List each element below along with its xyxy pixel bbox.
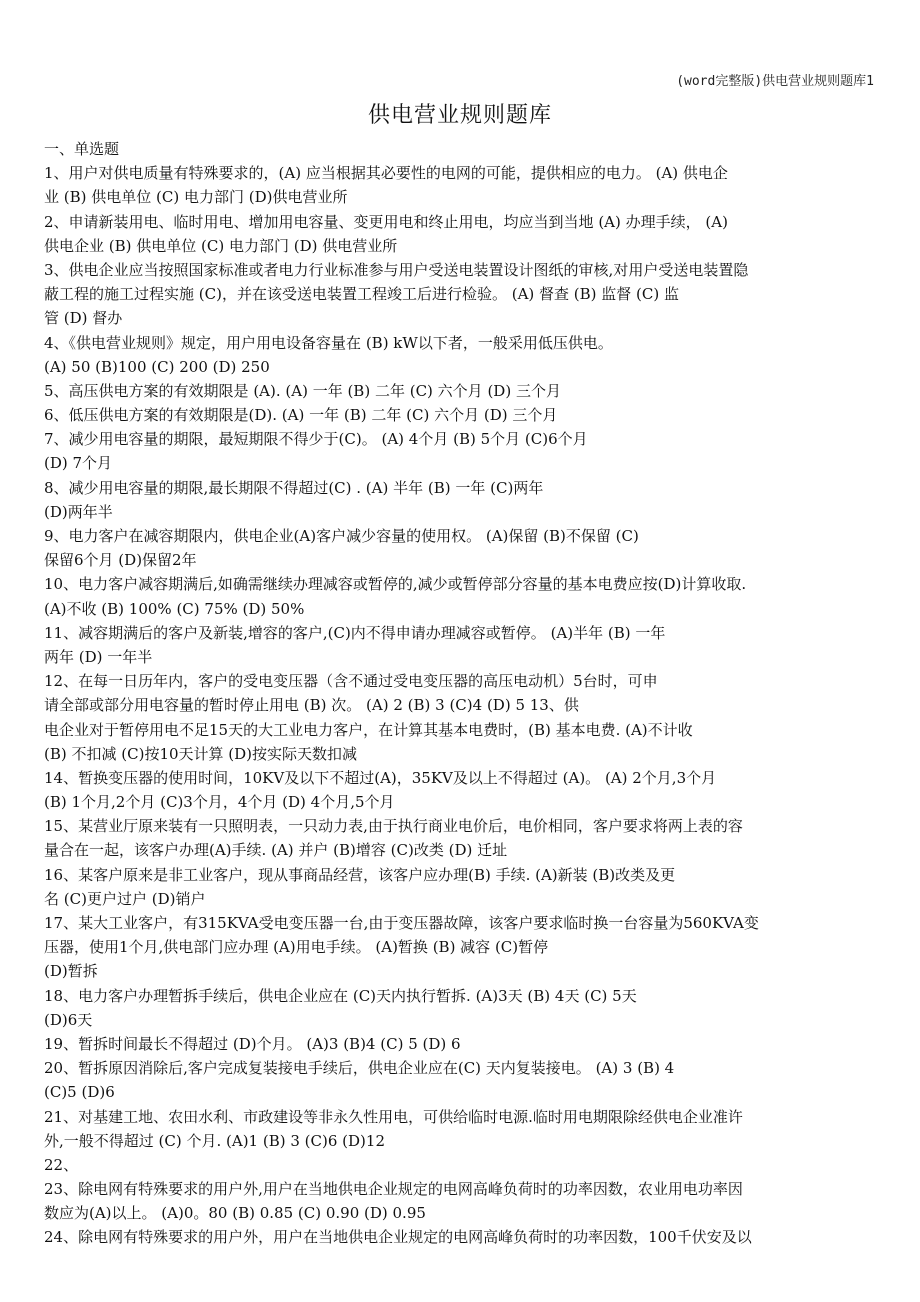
text-line: 3、供电企业应当按照国家标准或者电力行业标准参与用户受送电装置设计图纸的审核,对用户受送电装置隐 xyxy=(44,260,749,279)
text-line: 19、暂拆时间最长不得超过 (D)个月。 (A)3 (B)4 (C) 5 (D) 6 xyxy=(44,1034,461,1053)
text-line: 23、除电网有特殊要求的用户外,用户在当地供电企业规定的电网高峰负荷时的功率因数，农业用电功率因 xyxy=(44,1180,743,1199)
document-body xyxy=(44,137,878,1250)
text-line: 业 (B) 供电单位 (C) 电力部门 (D)供电营业所 xyxy=(44,188,348,207)
text-line: (D)6天 xyxy=(44,1010,93,1029)
text-line: 两年 (D) 一年半 xyxy=(44,647,153,666)
text-line: 18、电力客户办理暂拆手续后，供电企业应在 (C)天内执行暂拆. (A)3天 (B) 4天 (C) 5天 xyxy=(44,986,637,1005)
text-line: 保留6个月 (D)保留2年 xyxy=(44,551,197,570)
text-line: (C)5 (D)6 xyxy=(44,1083,115,1102)
text-line: 7、减少用电容量的期限，最短期限不得少于(C)。 (A) 4个月 (B) 5个月 (C)6个月 xyxy=(44,430,588,449)
text-line: 9、电力客户在减容期限内，供电企业(A)客户减少容量的使用权。 (A)保留 (B)不保留 (C) xyxy=(44,527,639,545)
text-line: 5、高压供电方案的有效期限是 (A). (A) 一年 (B) 二年 (C) 六个月 (D) 三个月 xyxy=(44,381,561,400)
text-line: 20、暂拆原因消除后,客户完成复装接电手续后，供电企业应在(C) 天内复装接电。 (A) 3 (B) 4 xyxy=(44,1059,675,1078)
text-line: (D) 7个月 xyxy=(44,454,113,473)
text-line: 名 (C)更户过户 (D)销户 xyxy=(44,889,206,908)
header-note: (word完整版)供电营业规则题库1 xyxy=(676,74,874,89)
text-line: 22、 xyxy=(44,1155,79,1174)
text-line: 蔽工程的施工过程实施 (C)，并在该受送电装置工程竣工后进行检验。 (A) 督查 (B) 监督 (C) 监 xyxy=(44,285,680,304)
text-line: (B) 不扣减 (C)按10天计算 (D)按实际天数扣减 xyxy=(44,744,358,763)
text-line: 数应为(A)以上。 (A)0。80 (B) 0.85 (C) 0.90 (D) 0.95 xyxy=(44,1204,426,1223)
text-line: 4、《供电营业规则》规定，用户用电设备容量在 (B) kW以下者，一般采用低压供电。 xyxy=(44,333,613,352)
text-line: 12、在每一日历年内，客户的受电变压器（含不通过受电变压器的高压电动机）5台时，可申 xyxy=(44,672,658,691)
document-title: 供电营业规则题库 xyxy=(367,103,552,128)
text-line: (A)不收 (B) 100% (C) 75% (D) 50% xyxy=(44,599,305,618)
text-line: 2、申请新装用电、临时用电、增加用电容量、变更用电和终止用电，均应当到当地 (A) 办理手续， (A) xyxy=(44,212,728,231)
text-line: 外,一般不得超过 (C) 个月. (A)1 (B) 3 (C)6 (D)12 xyxy=(44,1131,385,1150)
text-line: 10、电力客户减容期满后,如确需继续办理减容或暂停的,减少或暂停部分容量的基本电费应按(D)计算收取. xyxy=(44,575,747,594)
text-line: (A) 50 (B)100 (C) 200 (D) 250 xyxy=(44,357,270,376)
text-line: 量合在一起，该客户办理(A)手续. (A) 并户 (B)增容 (C)改类 (D) 迁址 xyxy=(44,841,508,860)
text-line: 6、低压供电方案的有效期限是(D). (A) 一年 (B) 二年 (C) 六个月 (D) 三个月 xyxy=(44,406,558,425)
text-line: 17、某大工业客户，有315KVA受电变压器一台,由于变压器故障，该客户要求临时换一台容量为560KVA变 xyxy=(44,914,759,932)
text-line: 11、减容期满后的客户及新装,增容的客户,(C)内不得申请办理减容或暂停。 (A)半年 (B) 一年 xyxy=(44,623,666,642)
text-line: (D)暂拆 xyxy=(44,962,98,981)
text-line: 管 (D) 督办 xyxy=(44,309,123,328)
text-line: 8、减少用电容量的期限,最长期限不得超过(C) . (A) 半年 (B) 一年 (C)两年 xyxy=(44,478,544,497)
text-line: 一、单选题 xyxy=(44,140,120,158)
text-line: 24、除电网有特殊要求的用户外，用户在当地供电企业规定的电网高峰负荷时的功率因数，100千伏安及以 xyxy=(44,1228,752,1247)
text-line: 请全部或部分用电容量的暂时停止用电 (B) 次。 (A) 2 (B) 3 (C)4 (D) 5 13、供 xyxy=(44,696,579,715)
text-line: (D)两年半 xyxy=(44,502,113,521)
text-line: 电企业对于暂停用电不足15天的大工业电力客户，在计算其基本电费时，(B) 基本电费. (A)不计收 xyxy=(44,720,693,739)
text-line: 压器，使用1个月,供电部门应办理 (A)用电手续。 (A)暂换 (B) 减容 (C)暂停 xyxy=(44,938,549,957)
text-line: 14、暂换变压器的使用时间，10KV及以下不超过(A)，35KV及以上不得超过 (A)。 (A) 2个月,3个月 xyxy=(44,768,717,787)
text-line: 16、某客户原来是非工业客户，现从事商品经营，该客户应办理(B) 手续. (A)新装 (B)改类及更 xyxy=(44,865,676,884)
text-line: 1、用户对供电质量有特殊要求的，(A) 应当根据其必要性的电网的可能，提供相应的电力。 (A) 供电企 xyxy=(44,164,728,183)
text-line: 15、某营业厅原来装有一只照明表，一只动力表,由于执行商业电价后，电价相同，客户要求将两上表的容 xyxy=(44,817,743,836)
text-line: 21、对基建工地、农田水利、市政建设等非永久性用电，可供给临时电源.临时用电期限除经供电企业准许 xyxy=(44,1107,743,1126)
text-line: (B) 1个月,2个月 (C)3个月，4个月 (D) 4个月,5个月 xyxy=(44,793,395,812)
text-line: 供电企业 (B) 供电单位 (C) 电力部门 (D) 供电营业所 xyxy=(44,236,398,255)
